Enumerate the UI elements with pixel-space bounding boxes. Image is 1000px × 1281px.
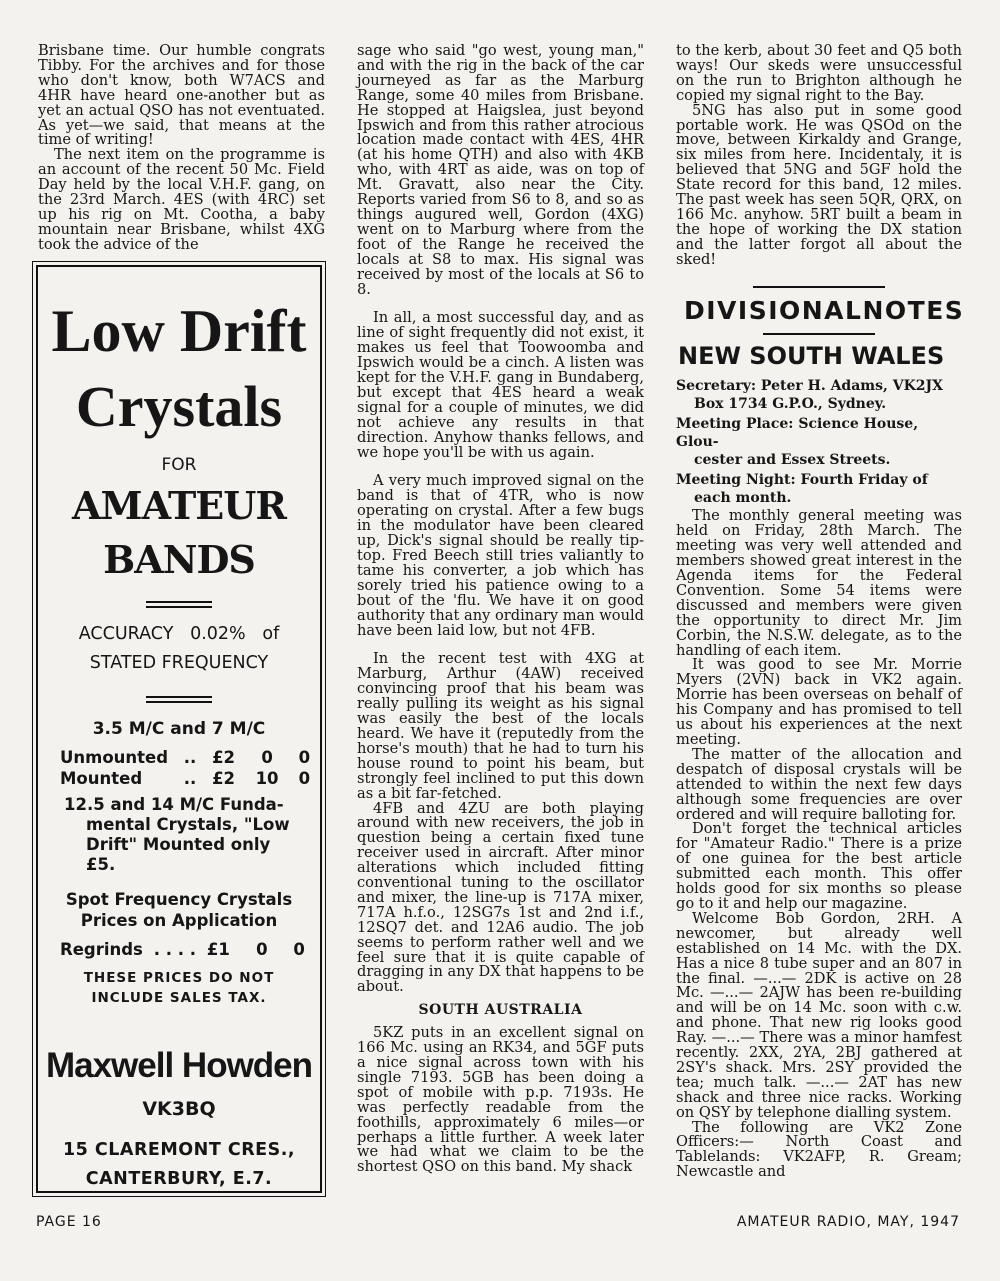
price-pence: 0 xyxy=(298,769,311,788)
price-pounds: £2 xyxy=(212,748,236,767)
magazine-issue: AMATEUR RADIO, MAY, 1947 xyxy=(736,1214,960,1230)
section-divider xyxy=(763,333,875,335)
info-line: cester and Essex Streets. xyxy=(694,452,891,469)
divisional-word: DIVISIONAL xyxy=(684,295,863,325)
price-pence: 0 xyxy=(293,940,305,959)
price-pence: 0 xyxy=(298,748,311,767)
price-row xyxy=(60,939,305,960)
ad-regrinds xyxy=(60,939,305,960)
ad-tax-note xyxy=(38,968,320,1008)
ad-address xyxy=(38,1136,320,1194)
price-row xyxy=(60,768,310,789)
tax-line: THESE PRICES DO NOT xyxy=(83,970,275,986)
paragraph: Don't forget the technical articles for "Amateur Radio." There is a prize of one guinea for the best article submitted each month. This offer holds good for six months so please go to it and help our magazine. xyxy=(676,820,962,912)
section-heading-south-australia: SOUTH AUSTRALIA xyxy=(418,1002,583,1019)
price-dots: .. xyxy=(183,769,197,788)
paragraph: The next item on the programme is an account of the recent 50 Mc. Field Day held by the local V.H.F. gang, on the 23rd March. 4ES (with 4RC) set up his rig on Mt. Cootha, a baby mountain near Brisbane, whilst 4XG took the advice of the xyxy=(38,146,325,253)
ad-company-name: Maxwell Howden xyxy=(45,1046,313,1085)
ad-spot-frequency xyxy=(38,889,320,931)
info-line: Secretary: Peter H. Adams, VK2JX xyxy=(676,378,943,395)
crystal-advertisement xyxy=(36,265,322,1193)
column-3 xyxy=(676,42,965,1181)
price-label: Mounted xyxy=(60,769,143,788)
paragraph: to the kerb, about 30 feet and Q5 both ways! Our skeds were unsuccessful on the run to Brighton although he copied my signal right to the Bay. xyxy=(676,42,962,104)
paragraph: 5KZ puts in an excellent signal on 166 Mc. using an RK34, and 5GF puts a nice signal across town with his single 7193. 5GB has been doing a spot of mobile with p.p. 7193s. He was perfectly readable from the foothills, approximately 6 miles—or perhaps a little further. A week later we had what we claim to be the shortest QSO on this band. My shack xyxy=(357,1024,644,1176)
ad-callsign: VK3BQ xyxy=(142,1098,216,1120)
ad-for: FOR xyxy=(161,455,197,475)
ad-bands-line1: AMATEUR xyxy=(72,483,286,528)
page-number: PAGE 16 xyxy=(36,1214,102,1230)
price-shillings: 0 xyxy=(261,748,273,767)
info-line: each month. xyxy=(694,490,792,507)
paragraph: The monthly general meeting was held on Friday, 28th March. The meeting was very well attended and members showed great interest in the Agenda items for the Federal Convention. Some 54 items were discussed and members were given the opportunity to direct Mr. Jim Corbin, the N.S.W. delegate, as to the handling of each item. xyxy=(676,507,962,659)
ad-divider xyxy=(146,601,212,608)
spot-line: Prices on Application xyxy=(80,911,278,930)
ad-accuracy-line2: STATED FREQUENCY xyxy=(89,653,269,673)
paragraph: The matter of the allocation and despatch of disposal crystals will be attended to within the next few days although some frequencies are over ordered and will require balloting for. xyxy=(676,745,962,823)
secretary-info xyxy=(676,377,962,413)
price-pounds: £1 xyxy=(206,940,230,959)
ad-bands-line2: BANDS xyxy=(103,537,255,582)
paragraph: 5NG has also put in some good portable work. He was QSOd on the move, between Kirkaldy and Grange, six miles from here. Incidentaly, it is believed that 5NG and 5GF hold the State record for this band, 12 miles. The past week has seen 5QR, QRX, on 166 Mc. anyhow. 5RT built a beam in the hope of working the DX station and the latter forgot all about the sked! xyxy=(676,101,962,268)
ad-accuracy xyxy=(38,620,320,678)
price-shillings: 0 xyxy=(256,940,268,959)
paragraph: A very much improved signal on the band is that of 4TR, who is now operating on crystal. After a few bugs in the modulator have been cleared up, Dick's signal should be really tip-top. Fred Beech still tries valiantly to tame his converter, a job which has sorely tried his patience owing to a bout of the 'flu. We have it on good authority that any ordinary man would have been laid low, but not 4FB. xyxy=(357,472,644,639)
paragraph: In the recent test with 4XG at Marburg, Arthur (4AW) received convincing proof that his beam was really pulling its weight as his signal was easily the best of the locals heard. We have it (reputedly from the horse's mouth) that he had to turn his house round to point his beam, but strongly feel inclined to put this down as a bit far-fetched. xyxy=(357,650,644,802)
price-row xyxy=(60,747,310,768)
price-label: Regrinds xyxy=(60,940,143,959)
info-line: Meeting Place: Science House, Glou- xyxy=(676,416,919,451)
price-pounds: £2 xyxy=(212,769,236,788)
section-divider xyxy=(753,286,885,288)
price-dots: .. xyxy=(183,748,197,767)
paragraph: The following are VK2 Zone Officers:— North Coast and Tablelands: VK2AFP, R. Gream; Newcastle and xyxy=(676,1118,962,1181)
paragraph: Brisbane time. Our humble congrats Tibby. For the archives and for those who don't know, both W7ACS and 4HR have heard one-another but as yet an actual QSO has not eventuated. As yet—we said, that means at the time of writing! xyxy=(38,42,325,149)
price-label: Unmounted xyxy=(60,748,169,767)
column-2 xyxy=(357,44,644,1175)
address-line: CANTERBURY, E.7. xyxy=(85,1169,273,1189)
state-heading-nsw: NEW SOUTH WALES xyxy=(678,341,945,370)
paragraph: Welcome Bob Gordon, 2RH. A newcomer, but already well established on 14 Mc. with the DX. Has a nice 8 tube super and an 807 in the final. —...— 2DK is active on 28 Mc. —...— 2AJW has been re-building and will be on 14 Mc. soon with c.w. and phone. That new rig looks good Ray. —...— There was a minor hamfest recently. 2XX, 2YA, 2BJ gathered at 2SY's shack. Mrs. 2SY provided the tea; much talk. —...— 2AT has new shack and three nice racks. Working on QSY by telephone dialling system. xyxy=(676,909,962,1121)
price-shillings: 10 xyxy=(255,769,279,788)
tax-line: INCLUDE SALES TAX. xyxy=(91,990,267,1006)
info-line: Box 1734 G.P.O., Sydney. xyxy=(694,396,887,413)
ad-divider xyxy=(146,696,212,703)
ad-headline-crystals: Crystals xyxy=(75,374,283,439)
fund-line: 12.5 and 14 M/C Funda- xyxy=(64,795,284,814)
info-line: Meeting Night: Fourth Friday of xyxy=(676,472,928,489)
ad-accuracy-line1: ACCURACY 0.02% of xyxy=(78,624,280,644)
ad-frequency-heading: 3.5 M/C and 7 M/C xyxy=(92,719,266,739)
price-dots: . . . . xyxy=(153,940,197,959)
column-1 xyxy=(38,44,325,253)
notes-word: NOTES xyxy=(862,295,965,325)
ad-fundamental-crystals xyxy=(64,795,302,875)
paragraph: 4FB and 4ZU are both playing around with new receivers, the job in question being a certain fixed tune receiver used in aircraft. After minor alterations which included fitting conventional tuning to the oscillator and mixer, the line-up is 717A mixer, 717A h.f.o., 12SG7s 1st and 2nd i.f., 12SQ7 det. and 12A6 audio. The job seems to perform rather well and we feel sure that it is quite capable of dragging in any DX that happens to be about. xyxy=(357,799,644,996)
meeting-place-info xyxy=(676,415,962,469)
paragraph: In all, a most successful day, and as line of sight frequently did not exist, it makes us feel that Toowoomba and Ipswich would be a cinch. A listen was kept for the V.H.F. gang in Bundaberg, but except that 4ES heard a weak signal for a couple of minutes, we did not achieve any results in that direction. Anyhow thanks fellows, and we hope you'll be with us again. xyxy=(357,309,644,461)
paragraph: It was good to see Mr. Morrie Myers (2VN) back in VK2 again. Morrie has been overseas on behalf of his Company and has promised to tell us about his experiences at the next meeting. xyxy=(676,656,962,748)
fund-line: Drift" Mounted only £5. xyxy=(86,835,271,874)
fund-line: mental Crystals, "Low xyxy=(86,815,290,834)
paragraph: sage who said "go west, young man," and with the rig in the back of the car journeyed as far as the Marburg Range, some 40 miles from Brisbane. He stopped at Haigslea, just beyond Ipswich and from this rather atrocious location made contact with 4ES, 4HR (at his home QTH) and also with 4KB who, with 4RT as aide, was on top of Mt. Gravatt, also near the City. Reports varied from S6 to 8, and so as things augured well, Gordon (4XG) went on to Marburg where from the foot of the Range he received the locals at S8 to max. His signal was received by most of the locals at S6 to 8. xyxy=(357,42,644,298)
ad-headline-low-drift: Low Drift xyxy=(51,298,307,364)
spot-line: Spot Frequency Crystals xyxy=(65,890,293,909)
divisional-notes-heading xyxy=(684,295,965,325)
ad-price-table xyxy=(60,747,310,789)
meeting-night-info xyxy=(676,471,962,507)
address-line: 15 CLAREMONT CRES., xyxy=(62,1140,296,1160)
